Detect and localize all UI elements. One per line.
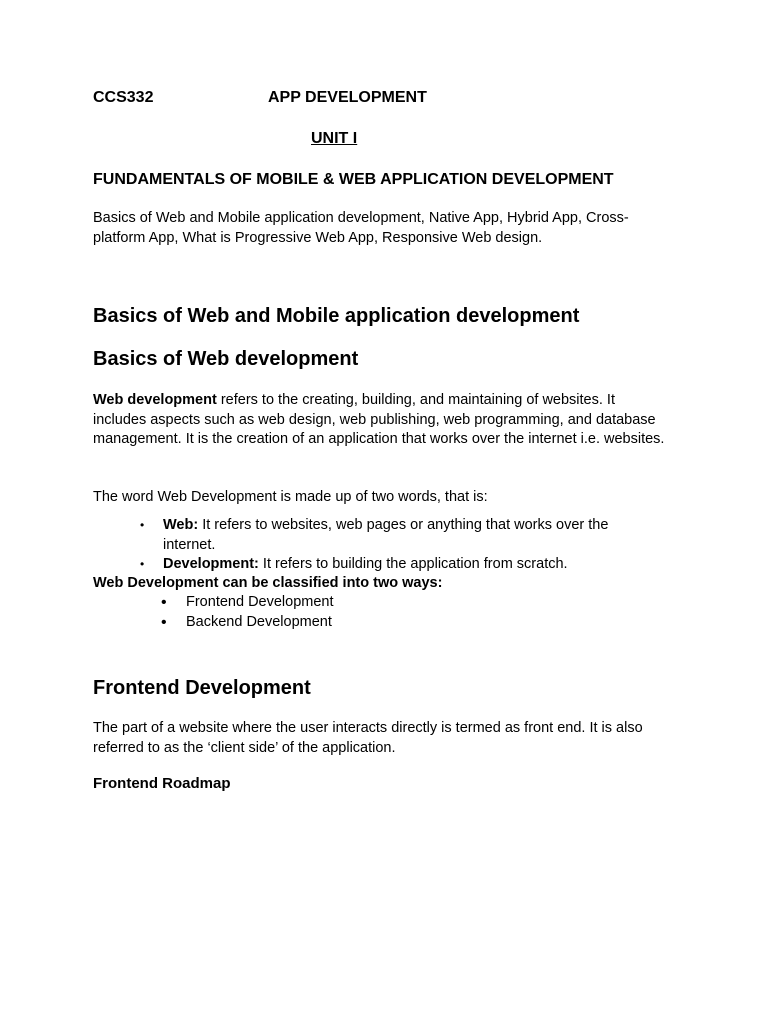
bullet-dot-icon: • <box>140 557 145 571</box>
way-label: Frontend Development <box>186 594 334 610</box>
unit-title: FUNDAMENTALS OF MOBILE & WEB APPLICATION DEVELOPMENT <box>93 171 614 188</box>
word-term: Web: <box>163 517 199 533</box>
course-code: CCS332 <box>93 89 154 106</box>
syllabus-paragraph: Basics of Web and Mobile application development, Native App, Hybrid App, Cross-platform App, What is Progressive Web App, Responsive Web design. <box>93 210 629 246</box>
list-item <box>140 516 658 555</box>
word-desc: It refers to websites, web pages or anything that works over the internet. <box>163 517 609 553</box>
word-desc: It refers to building the application from scratch. <box>258 556 568 572</box>
word-term: Development: <box>163 556 259 572</box>
frontend-paragraph: The part of a website where the user interacts directly is termed as front end. It is also referred to as the ‘client side’ of the application. <box>93 720 643 756</box>
ways-list <box>161 593 586 632</box>
section-heading-basics: Basics of Web and Mobile application development <box>93 305 580 327</box>
list-item <box>161 613 586 633</box>
word-list <box>140 516 658 575</box>
web-dev-definition <box>93 391 668 450</box>
bullet-dot-icon: • <box>140 518 145 532</box>
unit-label: UNIT I <box>311 130 358 147</box>
bullet-dot-icon: • <box>161 613 167 631</box>
list-item <box>161 593 586 613</box>
web-dev-term: Web development <box>93 392 217 408</box>
classified-line: Web Development can be classified into two ways: <box>93 575 443 591</box>
section-heading-frontend: Frontend Development <box>93 677 311 699</box>
two-words-line: The word Web Development is made up of two words, that is: <box>93 489 488 505</box>
way-label: Backend Development <box>186 613 332 630</box>
list-item <box>140 555 658 575</box>
course-title: APP DEVELOPMENT <box>268 89 427 106</box>
section-subheading-web: Basics of Web development <box>93 348 359 370</box>
frontend-roadmap-heading: Frontend Roadmap <box>93 775 231 792</box>
bullet-dot-icon: • <box>161 594 167 611</box>
web-dev-description: refers to the creating, building, and maintaining of websites. It includes aspects such as web design, web publishing, web programming, and database management. It is the creation of an application that works over the internet i.e. websites. <box>93 392 665 447</box>
